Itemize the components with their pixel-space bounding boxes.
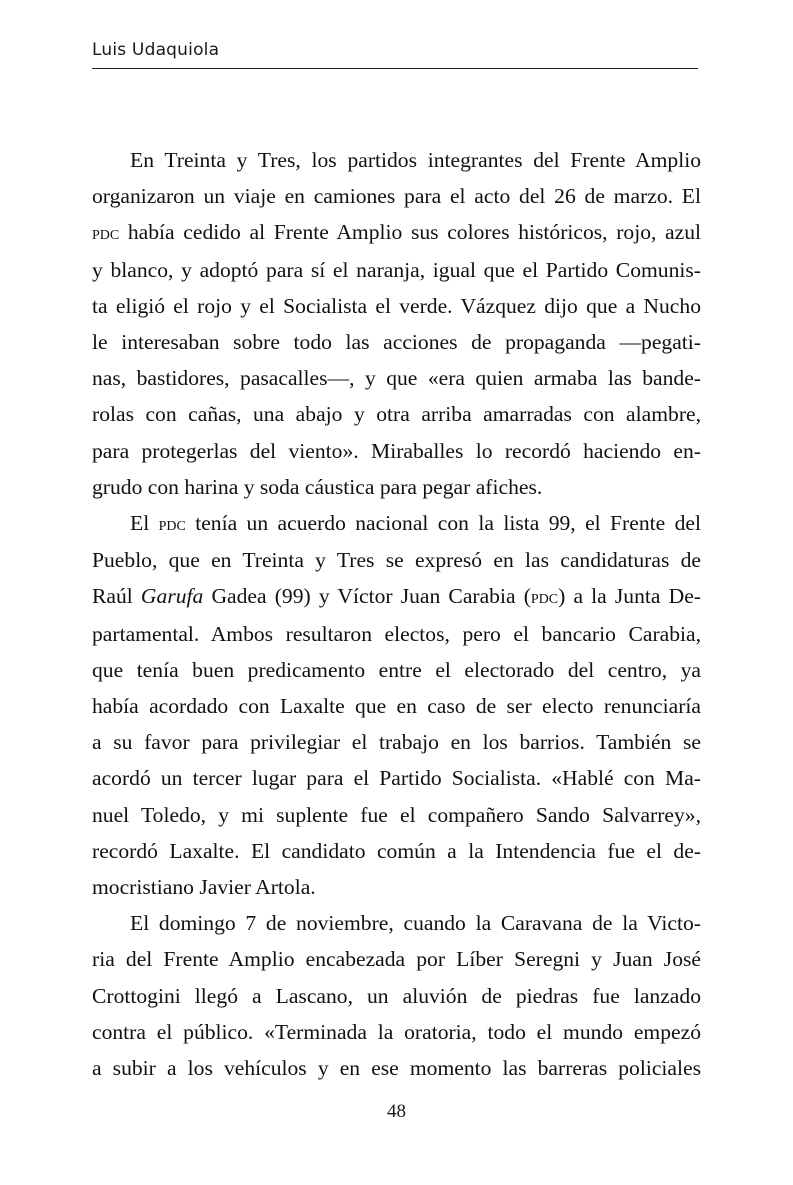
nickname-italic: Garufa [140, 584, 204, 609]
text-line: y blanco, y adoptó para sí el naranja, igual que el Partido Comunis- [92, 257, 701, 282]
text-line: En Treinta y Tres, los partidos integrantes del Frente Amplio [130, 148, 701, 172]
text-line: le interesaban sobre todo las acciones de propaganda —pegati- [92, 330, 701, 355]
body-text [92, 142, 701, 1086]
text-segment: El [130, 511, 159, 536]
running-head-author: Luis Udaquiola [92, 40, 220, 60]
text-segment: Gadea (99) y Víctor Juan Carabia ( [203, 584, 531, 609]
text-line [92, 214, 701, 251]
acronym-pdc: pdc [530, 586, 559, 609]
text-segment: ) a la Junta De- [558, 584, 701, 609]
text-line: que tenía buen predicamento entre el electorado del centro, ya [92, 657, 701, 682]
text-line: organizaron un viaje en camiones para el acto del 26 de marzo. El [92, 184, 701, 209]
text-line: contra el público. «Terminada la oratoria, todo el mundo empezó [92, 1019, 701, 1044]
text-line [92, 505, 701, 542]
text-line: Crottogini llegó a Lascano, un aluvión de piedras fue lanzado [92, 983, 701, 1008]
header-rule [92, 68, 698, 69]
text-line: recordó Laxalte. El candidato común a la Intendencia fue el de- [92, 838, 701, 863]
acronym-pdc: pdc [92, 222, 120, 245]
paragraph-1 [92, 142, 701, 505]
text-line: mocristiano Javier Artola. [92, 875, 316, 900]
text-line: a su favor para privilegiar el trabajo en los barrios. También se [92, 730, 701, 755]
text-segment: Raúl [92, 584, 141, 609]
text-line: partamental. Ambos resultaron electos, pero el bancario Carabia, [92, 621, 701, 646]
acronym-pdc: pdc [158, 513, 186, 536]
text-line: grudo con harina y soda cáustica para pegar afiches. [92, 474, 543, 499]
text-line: El domingo 7 de noviembre, cuando la Caravana de la Victo- [130, 911, 701, 936]
text-line [92, 578, 701, 615]
page-header [92, 38, 698, 69]
text-line: Pueblo, que en Treinta y Tres se expresó en las candidaturas de [92, 548, 701, 573]
text-line: acordó un tercer lugar para el Partido Socialista. «Hablé con Ma- [92, 766, 701, 791]
paragraph-3 [92, 905, 701, 1086]
text-line: había acordado con Laxalte que en caso de ser electo renunciaría [92, 694, 701, 719]
text-line: rolas con cañas, una abajo y otra arriba amarradas con alambre, [92, 402, 701, 427]
paragraph-2 [92, 505, 701, 905]
page-number: 48 [387, 1101, 406, 1122]
text-segment: tenía un acuerdo nacional con la lista 99, el Frente del [185, 511, 701, 536]
text-line: ta eligió el rojo y el Socialista el verde. Vázquez dijo que a Nucho [92, 293, 701, 318]
text-line: nuel Toledo, y mi suplente fue el compañero Sando Salvarrey», [92, 802, 701, 827]
text-segment: había cedido al Frente Amplio sus colores históricos, rojo, azul [119, 220, 701, 245]
text-line: nas, bastidores, pasacalles—, y que «era quien armaba las bande- [92, 366, 701, 391]
text-line: ria del Frente Amplio encabezada por Líber Seregni y Juan José [92, 947, 701, 972]
text-line: a subir a los vehículos y en ese momento las barreras policiales [92, 1056, 701, 1081]
text-line: para protegerlas del viento». Miraballes lo recordó haciendo en- [92, 438, 701, 463]
